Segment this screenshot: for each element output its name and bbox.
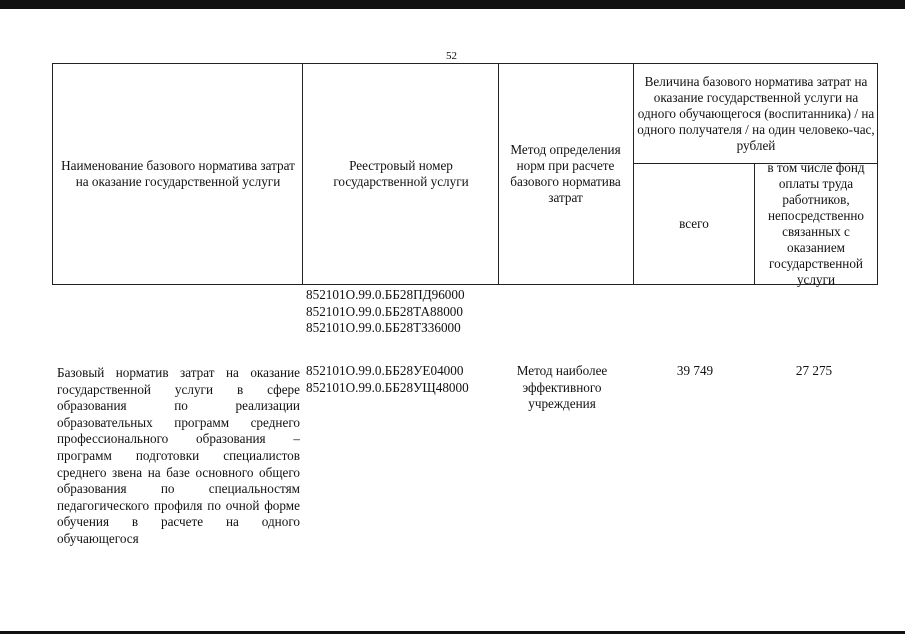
scan-top-border [0,0,905,9]
header-cell-salary-fund [757,160,875,287]
header-cell-method [500,63,631,284]
header-method-label: Метод определения норм при расчете базового норматива затрат [510,141,621,205]
header-cell-registry [306,63,496,284]
table-left-border [52,63,53,285]
header-registry-label: Реестровый номер государственной услуги [333,157,469,189]
row-salary-fund-value: 27 275 [795,363,833,378]
page-number: 52 [446,50,457,62]
header-norm-group-label: Величина базового норматива затрат на оказание государственной услуги на одного обучающегося (воспитанника) / на одного получателя / на один человеко-час, рублей [637,73,875,153]
row-service-name: Базовый норматив затрат на оказание государственной услуги в сфере образования по реализации образовательных программ среднего профессионального образования – программ подготовки специалистов среднего звена на базе основного общего образования по специальностям педагогического профиля по очной форме обучения в расчете на одного обучающегося [57,365,300,546]
col-divider-1 [302,63,303,285]
header-cell-norm-group [637,64,875,163]
registry-code: 852101О.99.0.ББ28ТА88000 [306,303,463,319]
registry-code: 852101О.99.0.ББ28УЕ04000 [306,363,464,378]
header-name-label: Наименование базового норматива затрат на оказание государственной услуги [61,157,295,189]
col-divider-2 [498,63,499,285]
header-salary-fund-label: в том числе фонд оплаты труда работников, непосредственно связанных с оказанием государственной услуги [767,160,865,287]
registry-code: 852101О.99.0.ББ28ТЗ36000 [306,320,461,336]
header-cell-name [58,63,298,284]
row-total-value: 39 749 [676,363,714,378]
col-divider-4 [754,163,755,285]
header-total-label: всего [679,216,709,231]
scan-bottom-border [0,631,905,634]
continued-codes-list [306,287,465,337]
registry-code: 852101О.99.0.ББ28ПД96000 [306,287,465,302]
registry-code: 852101О.99.0.ББ28УЩ48000 [306,379,469,395]
row-method: Метод наиболее эффективного учреждения [516,363,608,412]
table-right-border [877,63,878,285]
header-cell-total [634,164,754,284]
row-codes-list [306,363,469,396]
